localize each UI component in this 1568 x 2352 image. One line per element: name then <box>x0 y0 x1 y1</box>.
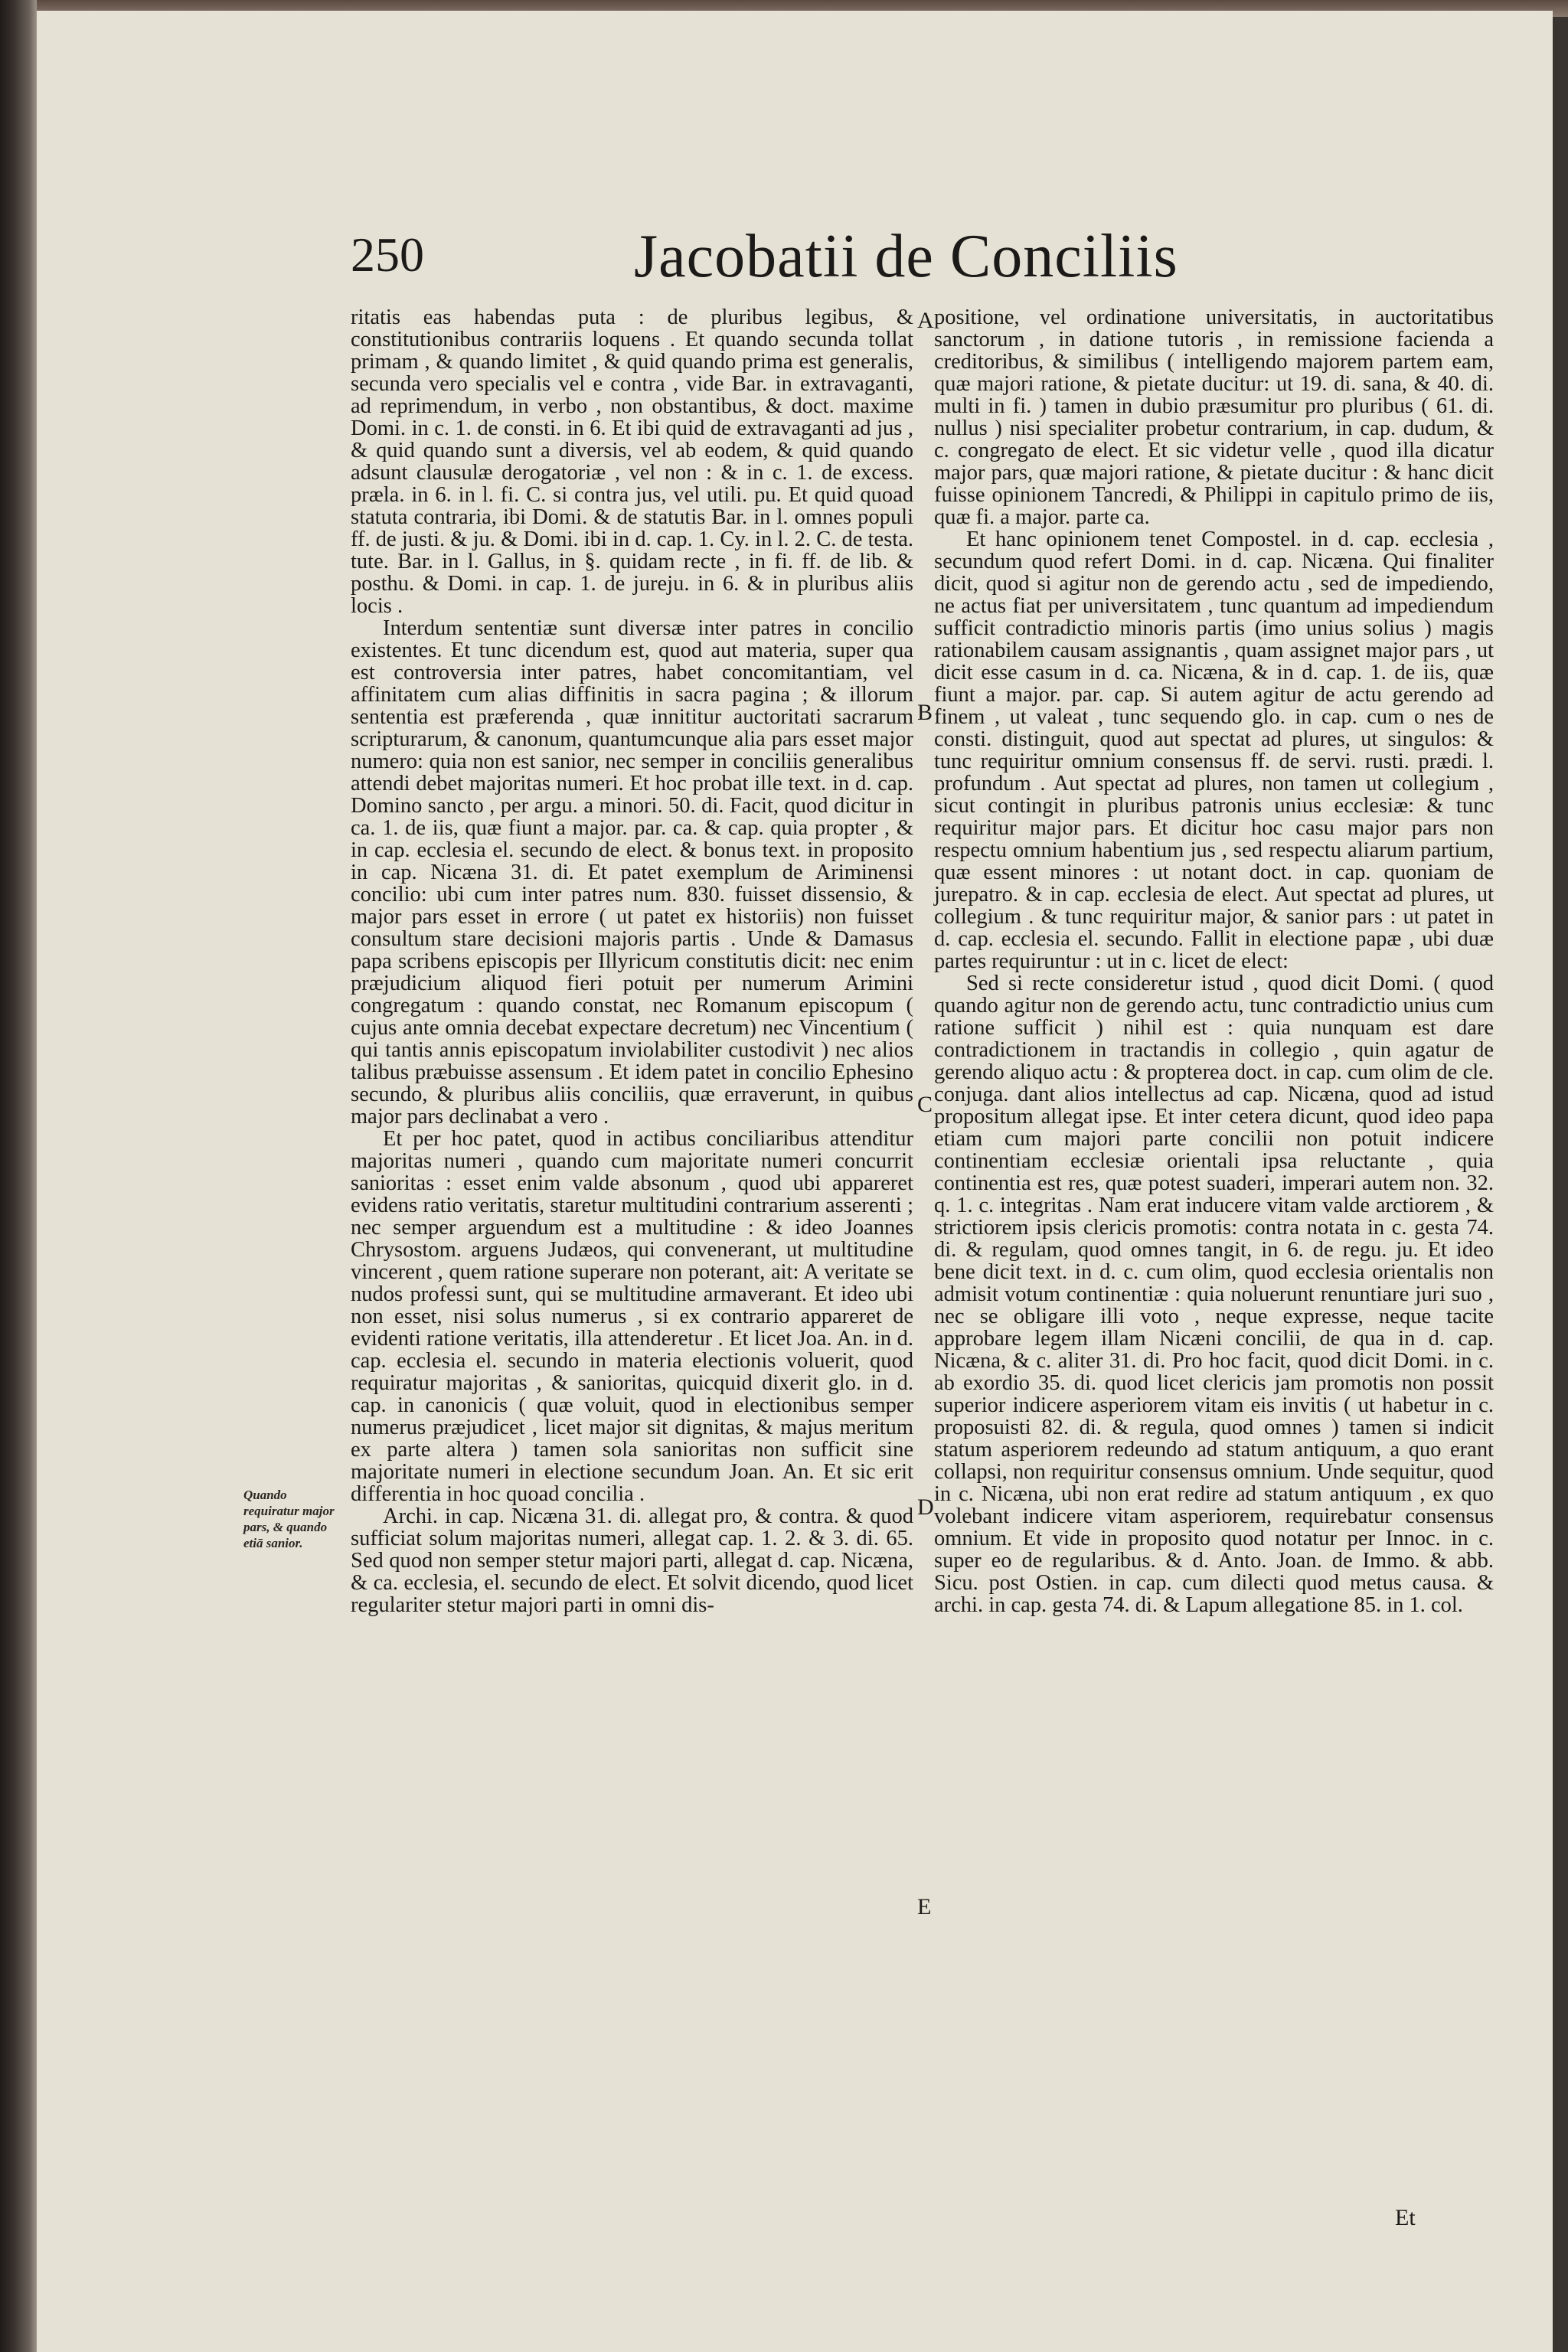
margin-letter-d: D <box>917 1494 934 1520</box>
margin-letter-a: A <box>917 308 934 333</box>
left-paragraph-1: ritatis eas habendas puta : de pluribus legibus, & constitutionibus contrariis loquens . Et quando secunda tollat primam , & quando limitet , & quid quando prima est generalis, secunda vero specialis vel e contra , vide Bar. in extravaganti, ad reprimendum, in verbo , non obstantibus, & doct. maxime Domi. in c. 1. de consti. in 6. Et ibi quid de extravaganti ad jus , & quid quando sunt a diversis, vel ab eodem, & quid quando adsunt clausulæ derogatoriæ , vel non : & in c. 1. de excess. præla. in 6. in l. fi. C. si contra jus, vel utili. pu. Et quid quoad statuta contraria, ibi Domi. & de statutis Bar. in l. omnes populi ff. de justi. & ju. & Domi. ibi in d. cap. 1. Cy. in l. 2. C. de testa. tute. Bar. in l. Gallus, in §. quidam recte , in fi. ff. de lib. & posthu. & Domi. in cap. 1. de jureju. in 6. & in pluribus aliis locis . <box>351 305 913 618</box>
left-column <box>351 306 913 1616</box>
page-number: 250 <box>351 227 424 282</box>
page-header <box>351 222 1269 306</box>
left-paragraph-2: Interdum sententiæ sunt diversæ inter patres in concilio existentes. Et tunc dicendum est, quod aut materia, super qua est controversia inter patres, habet concomitantiam, vel affinitatem cum alias diffinitis in sacra pagina ; & illorum sententia est præferenda , quæ innititur auctoritati sacrarum scripturarum, & canonum, quantumcunque alia pars esset major numero: quia non est sanior, nec semper in conciliis generalibus attendi debet majoritas numeri. Et hoc probat ille text. in d. cap. Domino sancto , per argu. a minori. 50. di. Facit, quod dicitur in ca. 1. de iis, quæ fiunt a major. par. ca. & cap. quia propter , & in cap. ecclesia el. secundo de elect. & bonus text. in proposito in cap. Nicæna 31. di. Et patet exemplum de Ariminensi concilio: ubi cum inter patres num. 830. fuisset dissensio, & major pars esset in errore ( ut patet ex historiis) non fuisset consultum stare decisioni majoris partis . Unde & Damasus papa scribens episcopis per Illyricum constitutis dicit: nec enim præjudicium aliquod fieri potuit per numerum Arimini congregatum : quando constat, nec Romanum episcopum ( cujus ante omnia decebat expectare decretum) nec Vincentium ( qui tantis annis episcopatum inviolabiliter custodivit ) nec alios talibus præbuisse assensum . Et idem patet in concilio Ephesino secundo, & pluribus aliis conciliis, quæ erraverunt, in quibus major pars declinabat a vero . <box>351 616 913 1129</box>
right-paragraph-1: positione, vel ordinatione universitatis, in auctoritatibus sanctorum , in datione tutoris , in remissione facienda a creditoribus, & similibus ( intelligendo majorem partem eam, quæ majori ratione, & pietate ducitur: ut 19. di. sana, & 40. di. multi in fi. ) tamen in dubio præsumitur pro pluribus ( 61. di. nullus ) nisi specialiter probetur contrarium, in cap. dudum, & c. congregato de elect. Et sic videtur velle , quod illa dicatur major pars, quæ majori ratione, & pietate ducitur : & hanc dicit fuisse opinionem Tancredi, & Philippi in capitulo primo de iis, quæ fi. a major. parte ca. <box>934 305 1494 529</box>
catchword: Et <box>1395 2205 1416 2230</box>
left-paragraph-4: Archi. in cap. Nicæna 31. di. allegat pro, & contra. & quod sufficiat solum majoritas numeri, allegat cap. 1. 2. & 3. di. 65. Sed quod non semper stetur majori parti, allegat d. cap. Nicæna, & ca. ecclesia, el. secundo de elect. Et solvit dicendo, quod licet regulariter stetur majori parti in omni dis- <box>351 1504 913 1617</box>
book-page <box>37 11 1553 2352</box>
margin-letter-e: E <box>917 1894 932 1919</box>
book-spine <box>0 0 37 2352</box>
running-title: Jacobatii de Conciliis <box>634 223 1178 290</box>
left-paragraph-3: Et per hoc patet, quod in actibus conciliaribus attenditur majoritas numeri , quando cum majoritate numeri concurrit sanioritas : esset enim valde absonum , quod ubi appareret evidens ratio veritatis, staretur multitudini contrarium asserenti ; nec semper arguendum est a multitudine : & ideo Joannes Chrysostom. arguens Judæos, qui convenerant, ut multitudine vincerent , quem ratione superare non poterant, ait: A veritate se nudos professi sunt, qui se multitudine armaverant. Et ideo ubi non esset, nisi solus numerus , si ex contrario appareret de evidenti ratione veritatis, illa attenderetur . Et licet Joa. An. in d. cap. ecclesia el. secundo in materia electionis voluerit, quod requiratur majoritas , & sanioritas, quicquid dixerit glo. in d. cap. in canonicis ( quæ voluit, quod in electionibus semper numerus præjudicet , licet major sit dignitas, & majus meritum ex parte altera ) tamen sola sanioritas non sufficit sine majoritate numeri in electione secundum Joan. An. Et sic erit differentia in hoc quoad concilia . <box>351 1127 913 1506</box>
right-paragraph-2: Et hanc opinionem tenet Compostel. in d. cap. ecclesia , secundum quod refert Domi. in d. cap. Nicæna. Qui finaliter dicit, quod si agitur non de gerendo actu , sed de impediendo, ne actus fiat per universitatem , tunc quantum ad impediendum sufficit contradictio minoris partis (imo unius solius ) magis rationabilem causam assignantis , quam assignet major pars , ut dicit esse casum in d. ca. Nicæna, & in d. cap. 1. de iis, quæ fiunt a major. par. cap. Si autem agitur de actu gerendo ad finem , ut valeat , tunc sequendo glo. in cap. cum o nes de consti. distinguit, quod aut spectat ad plures, ut singulos: & tunc requiritur omnium consensus ff. de servi. rusti. prædi. l. profundum . Aut spectat ad plures, non tamen ut collegium , sicut contingit in pluribus patronis unius ecclesiæ: & tunc requiritur major pars. Et dicitur hoc casu major pars non respectu omnium habentium jus , sed respectu aliarum partium, quæ essent minores : ut notant doct. in cap. quoniam de jurepatro. & in cap. ecclesia de elect. Aut spectat ad plures, ut collegium . & tunc requiritur major, & sanior pars : ut patet in d. cap. ecclesia el. secundo. Fallit in electione papæ , ubi duæ partes requiruntur : ut in c. licet de elect: <box>934 528 1494 973</box>
right-paragraph-3: Sed si recte consideretur istud , quod dicit Domi. ( quod quando agitur non de gerendo actu, tunc contradictio unius cum ratione sufficit ) nihil est : quia nunquam est dare contradictionem in tractandis in collegio , quin agatur de gerendo aliquo actu : & propterea doct. in cap. cum olim de cle. conjuga. dant alios intellectus ad cap. Nicæna, quod ad istud propositum allegat ipse. Et inter cetera dicunt, quod ideo papa etiam cum majori parte concilii non potuit indicere continentiam ecclesiæ orientali ipsa reluctante , quia continentia est res, quæ potest suaderi, imperari autem non. 32. q. 1. c. integritas . Nam erat inducere vitam valde arctiorem , & strictiorem ipsis clericis promotis: contra notata in c. gesta 74. di. & regulam, quod omnes tangit, in 6. de regu. ju. Et ideo bene dicit text. in d. c. cum olim, quod ecclesia orientalis non admisit votum continentiæ : quia noluerunt renuntiare juri suo , nec se obligare illi voto , neque expresse, neque tacite approbare legem illam Nicæni concilii, de qua in d. cap. Nicæna, & c. aliter 31. di. Pro hoc facit, quod dicit Domi. in c. ab exordio 35. di. quod licet clericis jam promotis non possit superior indicere asperiorem vitam eis invitis ( ut habetur in c. proposuisti 82. di. & regula, quod omnes ) tamen si indicit statum asperiorem redeundo ad statum antiquum, a quo erant collapsi, non requiritur consensus omnium. Unde sequitur, quod in c. Nicæna, ubi non erat redire ad statum antiquum , ex quo volebant indicere vitam asperiorem, requirebatur consensus omnium. Et vide in proposito quod notatur per Innoc. in c. super eo de regularibus. & d. Anto. Joan. de Immo. & abb. Sicu. post Ostien. in cap. cum dilecti quod metus causa. & archi. in cap. gesta 74. di. & Lapum allegatione 85. in 1. col. <box>934 972 1494 1617</box>
marginal-note: Quando requiratur major pars, & quando etiā sanior. <box>243 1488 335 1550</box>
margin-letter-c: C <box>917 1092 933 1117</box>
margin-letter-b: B <box>917 700 933 725</box>
right-column <box>934 306 1494 1616</box>
